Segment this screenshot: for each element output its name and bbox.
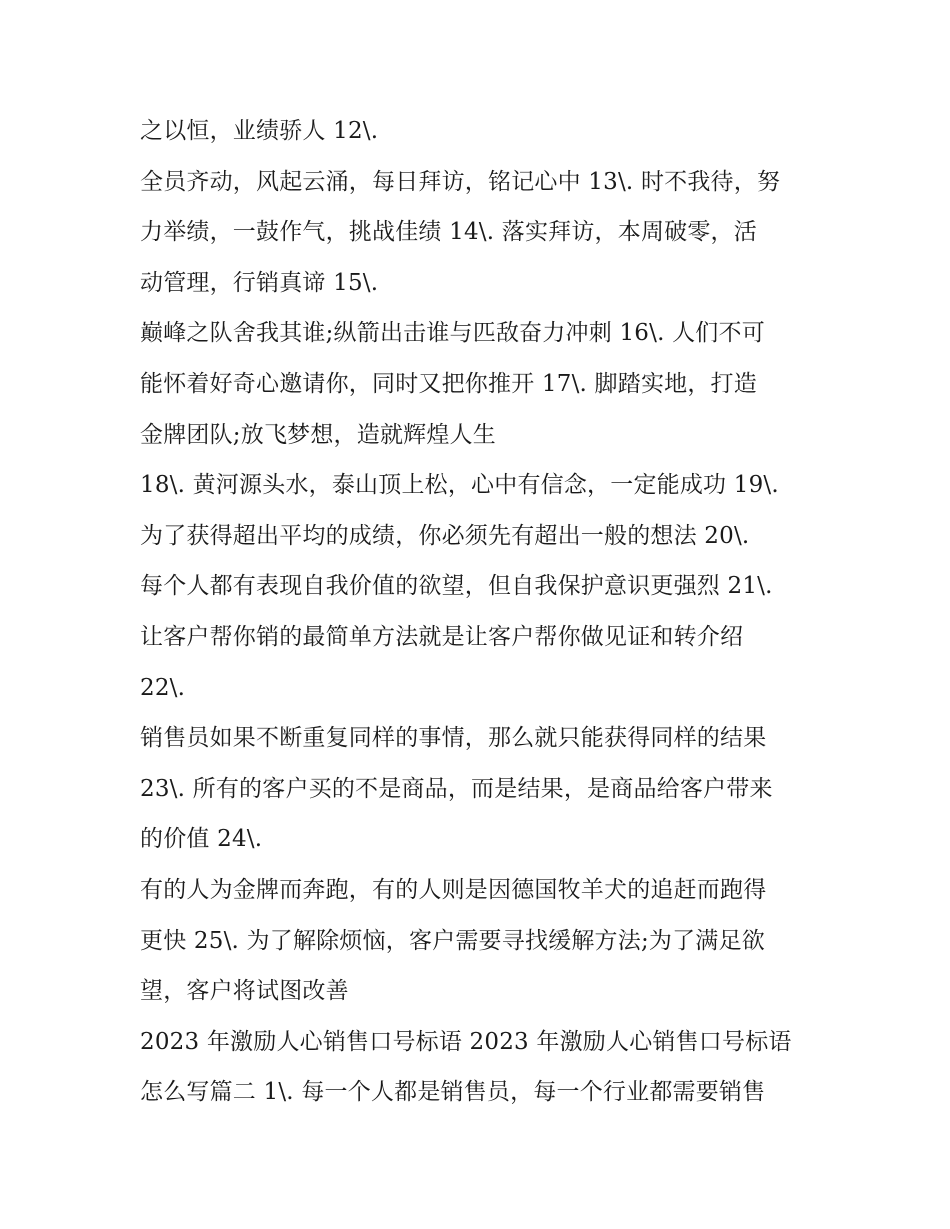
text-line: 怎么写篇二 1\. 每一个人都是销售员，每一个行业都需要销售 — [140, 1079, 766, 1106]
text-line: 有的人为金牌而奔跑，有的人则是因德国牧羊犬的追赶而跑得 — [140, 876, 767, 903]
text-line: 金牌团队;放飞梦想，造就辉煌人生 — [140, 421, 496, 448]
text-line: 更快 25\. 为了解除烦恼，客户需要寻找缓解方法;为了满足欲 — [140, 927, 765, 954]
text-line: 2023 年激励人心销售口号标语 2023 年激励人心销售口号标语 — [140, 1028, 792, 1055]
text-line: 之以恒，业绩骄人 12\. — [140, 118, 379, 144]
text-line: 每个人都有表现自我价值的欲望，但自我保护意识更强烈 21\. — [140, 573, 773, 600]
text-line: 力举绩，一鼓作气，挑战佳绩 14\. 落实拜访，本周破零，活 — [140, 219, 757, 246]
text-line: 能怀着好奇心邀请你，同时又把你推开 17\. 脚踏实地，打造 — [140, 370, 757, 397]
text-line: 销售员如果不断重复同样的事情，那么就只能获得同样的结果 — [140, 725, 767, 752]
text-line: 22\. — [140, 674, 186, 701]
text-line: 为了获得超出平均的成绩，你必须先有超出一般的想法 20\. — [140, 522, 750, 549]
text-line: 23\. 所有的客户买的不是商品，而是结果，是商品给客户带来 — [140, 775, 773, 802]
text-line: 的价值 24\. — [140, 826, 263, 853]
text-line: 动管理，行销真谛 15\. — [140, 269, 379, 296]
text-line: 巅峰之队舍我其谁;纵箭出击谁与匹敌奋力冲刺 16\. 人们不可 — [140, 320, 765, 347]
text-line: 让客户帮你销的最简单方法就是让客户帮你做见证和转介绍 — [140, 623, 744, 650]
text-line: 望，客户将试图改善 — [140, 978, 349, 1005]
document-body — [140, 106, 820, 1118]
text-line: 全员齐动，风起云涌，每日拜访，铭记心中 13\. 时不我待，努 — [140, 168, 781, 195]
text-line: 18\. 黄河源头水，泰山顶上松，心中有信念，一定能成功 19\. — [140, 472, 779, 499]
